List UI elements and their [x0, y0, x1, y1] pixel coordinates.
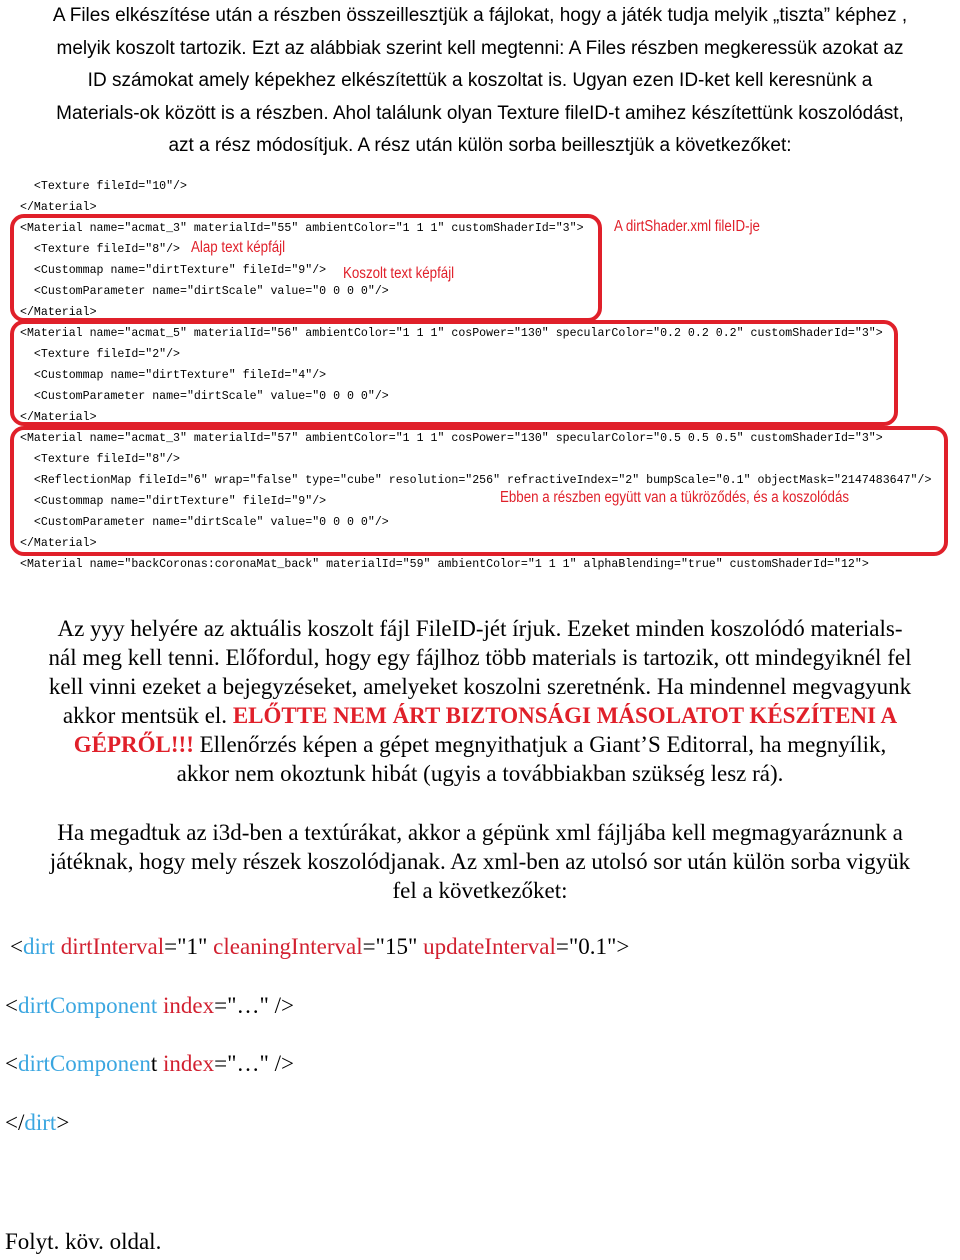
paragraph-line: akkor nem okoztunk hibát (ugyis a továbbiakban szükség lesz rá).: [176, 761, 784, 786]
paragraph-text: Ellenőrzés képen a gépet megnyithatjuk a Giant’S Editorral, ha megnyílik,: [193, 732, 887, 757]
xml-line: <Texture fileId="8"/>: [20, 243, 181, 256]
xml-dirt-component-line: [5, 993, 294, 1019]
xml-line: <ReflectionMap fileId="6" wrap="false" type="cube" resolution="256" refractiveIndex="2" bumpScale="0.1" objectMask="2147483647"/>: [20, 474, 932, 487]
xml-attr: updateInterval: [423, 934, 556, 959]
xml-value: ="0.1">: [555, 934, 630, 959]
xml-attr: dirtInterval: [60, 934, 165, 959]
xml-line: <Material name="acmat_5" materialId="56" ambientColor="1 1 1" cosPower="130" specularColor="0.2 0.2 0.2" customShaderId="3">: [20, 327, 883, 340]
xml-punct: >: [56, 1110, 70, 1135]
xml-line: <Custommap name="dirtTexture" fileId="4"/>: [20, 369, 327, 382]
annotation-dirty-texture: Koszolt text képfájl: [343, 265, 455, 282]
xml-dirt-component-line: [5, 1051, 294, 1077]
xml-line: <Custommap name="dirtTexture" fileId="9"/>: [20, 495, 327, 508]
highlight-box: [10, 214, 602, 322]
intro-line: A Files elkészítése után a részben összeillesztjük a fájlokat, hogy a játék tudja melyik „tiszta” képhez ,: [52, 5, 908, 26]
intro-paragraph: [0, 0, 960, 163]
xml-line: </Material>: [20, 306, 97, 319]
xml-line: <CustomParameter name="dirtScale" value="0 0 0 0"/>: [20, 285, 389, 298]
xml-tag: dirt: [22, 934, 55, 959]
xml-punct: <: [5, 993, 18, 1018]
xml-tag: t: [150, 1051, 158, 1076]
xml-line: <Material name="backCoronas:coronaMat_back" materialId="59" ambientColor="1 1 1" alphaBlending="true" customShaderId="12">: [20, 558, 869, 571]
xml-tag: dirtComponent: [17, 993, 158, 1018]
xml-line: </Material>: [20, 201, 97, 214]
warning-text: ELŐTTE NEM ÁRT BIZTONSÁGI MÁSOLATOT KÉSZÍTENI A: [232, 703, 898, 728]
xml-line: </Material>: [20, 411, 97, 424]
xml-instruction-paragraph: [0, 818, 960, 905]
annotation-base-texture: Alap text képfájl: [191, 239, 286, 256]
xml-code-screenshot: [14, 176, 954, 580]
xml-dirt-open-line: [10, 934, 629, 960]
xml-punct: <: [10, 934, 23, 959]
paragraph-text: akkor mentsük el.: [62, 703, 233, 728]
xml-line: <Texture fileId="2"/>: [20, 348, 181, 361]
xml-dirt-close-line: [5, 1110, 69, 1136]
annotation-reflection: Ebben a részben együtt van a tükröződés, és a koszolódás: [500, 489, 850, 506]
xml-line: <Material name="acmat_3" materialId="55" ambientColor="1 1 1" customShaderId="3">: [20, 222, 584, 235]
xml-line: <Custommap name="dirtTexture" fileId="9"/>: [20, 264, 327, 277]
annotation-dirt-shader: A dirtShader.xml fileID-je: [614, 218, 760, 235]
xml-value: ="1": [164, 934, 214, 959]
paragraph-line: nál meg kell tenni. Előfordul, hogy egy fájlhoz több materials is tartozik, ott mindegyiknél fel: [48, 645, 912, 670]
intro-line: melyik koszolt tartozik. Ezt az alábbiak szerint kell megtenni: A Files részben megkeressük azokat az: [56, 37, 904, 59]
paragraph-line: [0, 701, 960, 730]
xml-attr: cleaningInterval: [213, 934, 363, 959]
highlight-box: [10, 320, 898, 426]
intro-line: azt a rész módosítjuk. A rész után külön sorba beillesztjük a következőket:: [168, 135, 792, 156]
paragraph-line: [0, 730, 960, 759]
warning-text: GÉPRŐL!!!: [73, 732, 194, 757]
intro-line: Materials-ok között is a részben. Ahol találunk olyan Texture fileID-t amihez készítettünk koszolódást,: [56, 102, 904, 124]
xml-attr: index: [163, 993, 215, 1018]
xml-line: <Material name="acmat_3" materialId="57" ambientColor="1 1 1" cosPower="130" specularColor="0.5 0.5 0.5" customShaderId="3">: [20, 432, 883, 445]
paragraph-line: játéknak, hogy mely részek koszolódjanak. Az xml-ben az utolsó sor után külön sorba vigyük: [49, 849, 911, 874]
xml-line: </Material>: [20, 537, 97, 550]
xml-tag: dirtComponen: [17, 1051, 151, 1076]
paragraph-line: kell vinni ezeket a bejegyzéseket, amelyeket koszolni szeretnénk. Ha mindennel megvagyunk: [48, 674, 912, 699]
xml-line: <Texture fileId="8"/>: [20, 453, 181, 466]
continued-note: Folyt. köv. oldal.: [5, 1229, 162, 1254]
paragraph-line: Az yyy helyére az aktuális koszolt fájl FileID-jét írjuk. Ezeket minden koszolódó materials-: [57, 616, 903, 641]
paragraph-line: Ha megadtuk az i3d-ben a textúrákat, akkor a gépünk xml fájljába kell megmagyaráznunk a: [57, 820, 903, 845]
paragraph-line: fel a következőket:: [392, 878, 568, 903]
xml-line: <CustomParameter name="dirtScale" value="0 0 0 0"/>: [20, 516, 389, 529]
xml-line: <Texture fileId="10"/>: [20, 180, 187, 193]
xml-punct: <: [5, 1051, 18, 1076]
xml-value: ="…" />: [214, 993, 294, 1018]
xml-punct: </: [5, 1110, 25, 1135]
xml-tag: dirt: [24, 1110, 57, 1135]
xml-value: ="15": [362, 934, 424, 959]
xml-attr: index: [163, 1051, 215, 1076]
intro-line: ID számokat amely képekhez elkészítettük a koszoltat is. Ugyan ezen ID-ket kell keresnünk a: [87, 70, 873, 91]
xml-line: <CustomParameter name="dirtScale" value="0 0 0 0"/>: [20, 390, 389, 403]
xml-value: ="…" />: [214, 1051, 294, 1076]
instruction-paragraph: [0, 614, 960, 788]
